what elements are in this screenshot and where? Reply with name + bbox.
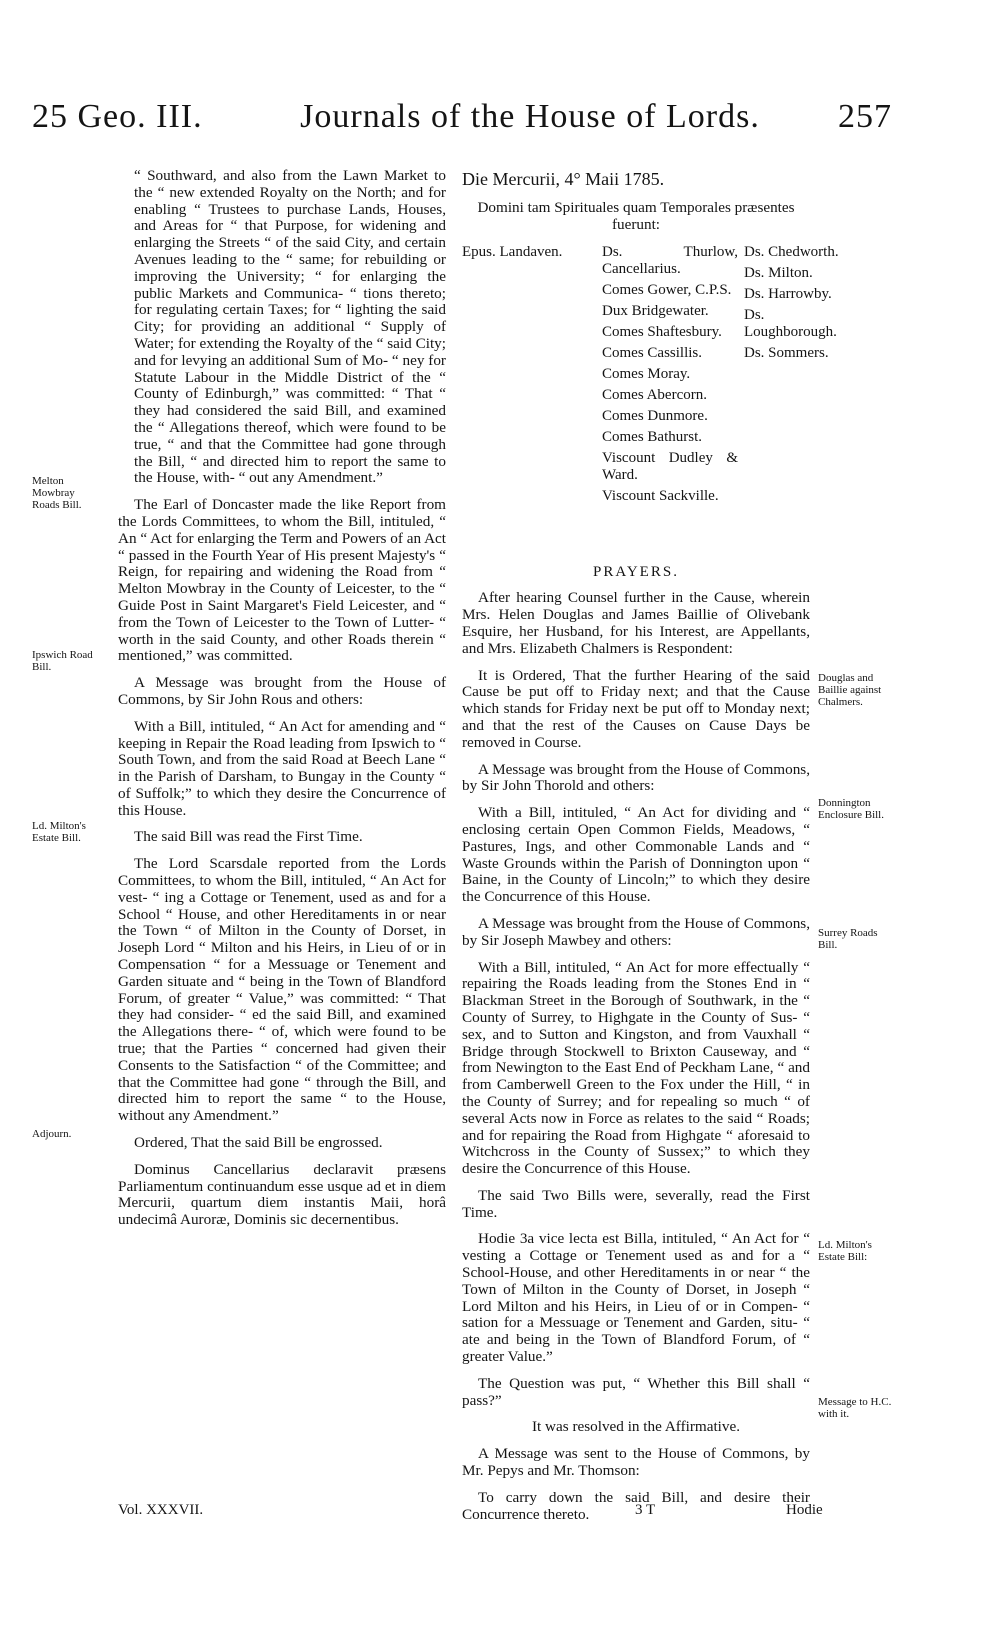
margin-note-surrey: Surrey Roads Bill.: [818, 927, 878, 951]
roll-entry: Epus. Landaven.: [462, 243, 563, 260]
sitting-date: Die Mercurii, 4° Maii 1785.: [462, 169, 665, 189]
margin-note-melton: Melton Mowbray Roads Bill.: [32, 475, 82, 511]
paragraph: A Message was brought from the House of Commons, by Sir John Thorold and others:: [462, 760, 810, 795]
margin-note-milton-estate: Ld. Milton's Estate Bill:: [818, 1239, 872, 1263]
roll-entry: Comes Moray.: [602, 365, 691, 382]
paragraph: “ Southward, and also from the Lawn Market to the “ new extended Royalty on the North; and for enabling “ Trustees to purchase Lands, Houses, and Areas for “ that Purpose, for widening and enlarging the Streets “ of the said City, and certain Avenues leading to the “ same; for rebuilding or improving the University; “ for enlarging the public Markets and Communica- “ tions thereto; for regulating certain Taxes; for “ lighting the said City; for providing an additional “ Supply of Water; for extending the Royalty of the “ said City; and for levying an additional Sum of Mo- “ ney for Statute Labour in the Middle District of the “ County of Edinburgh,” was committed: “ That “ they had considered the said Bill, and examined the “ Allegations thereof, which were found to be true, “ and that the Committee had gone through the Bill, “ and directed him to report the same to the House, with- “ out any Amendment.”: [134, 167, 446, 487]
roll-entry: Comes Abercorn.: [602, 386, 707, 403]
present-heading: Domini tam Spirituales quam Temporales præsentes fuerunt:: [477, 199, 795, 233]
prayers-heading: PRAYERS.: [593, 563, 679, 580]
margin-note-douglas: Douglas and Baillie against Chalmers.: [818, 672, 882, 708]
roll-entry: Comes Bathurst.: [602, 428, 702, 445]
resolution: It was resolved in the Affirmative.: [531, 1418, 741, 1436]
right-column: [462, 168, 839, 1533]
margin-note-message: Message to H.C. with it.: [818, 1396, 892, 1420]
roll-column-barons: [744, 244, 854, 366]
roll-entry: Comes Dunmore.: [602, 407, 708, 424]
catchword: Hodie: [786, 1502, 823, 1518]
paragraph: A Message was brought from the House of Commons, by Sir John Rous and others:: [118, 674, 446, 708]
margin-note-ipswich: Ipswich Road Bill.: [32, 649, 93, 673]
paragraph: Hodie 3a vice lecta est Billa, intituled, “ An Act for “ vesting a Cottage or Tenement used as and for a “ School-House, and other Hereditaments in or near “ the Town of Milton in the County of Dorset, in Joseph “ Lord Milton and his Heirs, in Lieu of or in Compen- “ sation for a Messuage or Tenement and Garden, situ- “ ate and being in the Town of Blandford Forum, of “ greater Value.”: [462, 1230, 810, 1366]
paragraph: The Lord Scarsdale reported from the Lords Committees, to whom the Bill, intituled, “ An Act for vest- “ ing a Cottage or Tenement, used as and for a School “ House, and other Hereditaments in or near the Town “ of Milton in the County of Dorset, in Joseph Lord “ Milton and his Heirs, in Lieu of or in Compensation “ for a Messuage or Tenement and Garden situate and “ being in the Town of Blandford Forum, of greater “ Value,” was committed: “ That they had consider- “ ed the said Bill, and examined the Allegations there- “ of, which were found to be true; that the Parties “ concerned had given their Consents to the Satisfaction “ of the Committee; and that the Committee had gone “ through the Bill, and directed him to report the same “ to the House, without any Amendment.”: [118, 855, 446, 1125]
paragraph: A Message was sent to the House of Commons, by Mr. Pepys and Mr. Thomson:: [462, 1445, 810, 1480]
margin-note-milton: Ld. Milton's Estate Bill.: [32, 820, 86, 844]
paragraph: After hearing Counsel further in the Cause, wherein Mrs. Helen Douglas and James Baillie of Olivebank Esquire, her Husband, for his Interest, are Appellants, and Mrs. Elizabeth Chalmers is Respondent:: [462, 589, 810, 657]
paragraph: The Question was put, “ Whether this Bill shall “ pass?”: [462, 1374, 810, 1409]
paragraph: The said Bill was read the First Time.: [134, 828, 363, 846]
header-title: Journals of the House of Lords.: [300, 98, 760, 135]
roll-entry: Ds. Sommers.: [744, 344, 829, 361]
paragraph: With a Bill, intituled, “ An Act for more effectually “ repairing the Roads leading from the Stones End in “ Blackman Street in the Borough of Southwark, in the “ County of Surrey, to Highgate in the County of Sus- “ sex, and to Sutton and Kingston, and from Vauxhall “ Bridge through Stockwell to Brixton Causeway, and “ from Newington to the East End of Peckham Lane, “ and from Camberwell Green to the Fox under the Hill, “ in the County of Surrey; and for repealing so much “ of several Acts now in Force as relates to the said “ Roads; and for repairing the Road from Highgate “ aforesaid to Witchcross in the County of Sussex;” to which they desire the Concurrence of this House.: [462, 958, 810, 1178]
roll-entry: Viscount Dudley & Ward.: [602, 449, 738, 483]
roll-entry: Ds. Thurlow, Cancellarius.: [602, 243, 738, 277]
margin-note-adjourn: Adjourn.: [32, 1128, 72, 1140]
paragraph: Ordered, That the said Bill be engrossed.: [134, 1134, 383, 1152]
roll-entry: Comes Shaftesbury.: [602, 323, 722, 340]
roll-entry: Ds. Milton.: [744, 264, 813, 281]
volume-number: Vol. XXXVII.: [118, 1502, 204, 1518]
paragraph: With a Bill, intituled, “ An Act for dividing and “ enclosing certain Open Common Fields, Meadows, “ Pastures, Ings, and other Commonable Lands and “ Waste Grounds within the Parish of Donnington upon “ Baine, in the County of Lincoln;” to which they desire the Concurrence of this House.: [462, 804, 810, 906]
paragraph: To carry down the said Bill, and desire their Concurrence thereto.: [462, 1488, 810, 1523]
roll-entry: Comes Cassillis.: [602, 344, 703, 361]
paragraph: With a Bill, intituled, “ An Act for amending and “ keeping in Repair the Road leading from Ipswich to “ South Town, and from the said Road at Beech Lane “ in the Parish of Darsham, to Bungay in the County “ of Suffolk;” to which they desire the Concurrence of this House.: [118, 717, 446, 819]
roll-entry: Dux Bridgewater.: [602, 302, 709, 319]
header-regnal-year: 25 Geo. III.: [32, 98, 203, 135]
page-number: 257: [838, 98, 892, 135]
paragraph: The Earl of Doncaster made the like Report from the Lords Committees, to whom the Bill, intituled, “ An “ Act for enlarging the Term and Powers of an Act “ passed in the Fourth Year of His present Majesty's “ Reign, for repairing and widening the Road from “ Melton Mowbray in the County of Leicester, to the “ Guide Post in Saint Margaret's Field Leicester, and “ from the Town of Leicester to the Town of Lutter- “ worth in the said County, and other Roads therein “ mentioned,” was committed.: [118, 496, 446, 665]
attendance-roll: [462, 243, 839, 564]
left-column: [118, 168, 446, 1239]
paragraph: The said Two Bills were, severally, read the First Time.: [462, 1186, 810, 1221]
roll-entry: Comes Gower, C.P.S.: [602, 281, 732, 298]
paragraph: A Message was brought from the House of Commons, by Sir Joseph Mawbey and others:: [462, 914, 810, 949]
roll-entry: Viscount Sackville.: [602, 487, 719, 504]
roll-entry: Ds. Loughborough.: [744, 306, 837, 340]
roll-column-spiritual: [462, 244, 594, 265]
signature-mark: 3 T: [635, 1502, 656, 1518]
roll-entry: Ds. Chedworth.: [744, 243, 839, 260]
margin-note-donnington: Donnington Enclosure Bill.: [818, 797, 884, 821]
roll-column-temporal: [602, 244, 738, 509]
roll-entry: Ds. Harrowby.: [744, 285, 832, 302]
paragraph: Dominus Cancellarius declaravit præsens Parliamentum continuandum esse usque ad et in diem Mercurii, quartum diem instantis Maii, horâ undecimâ Auroræ, Dominis sic decernentibus.: [118, 1160, 446, 1229]
paragraph: It is Ordered, That the further Hearing of the said Cause be put off to Friday next; and that the Cause which stands for Friday next be put off to Monday next; and that the rest of the Causes on Cause Days be removed in Course.: [462, 666, 810, 751]
